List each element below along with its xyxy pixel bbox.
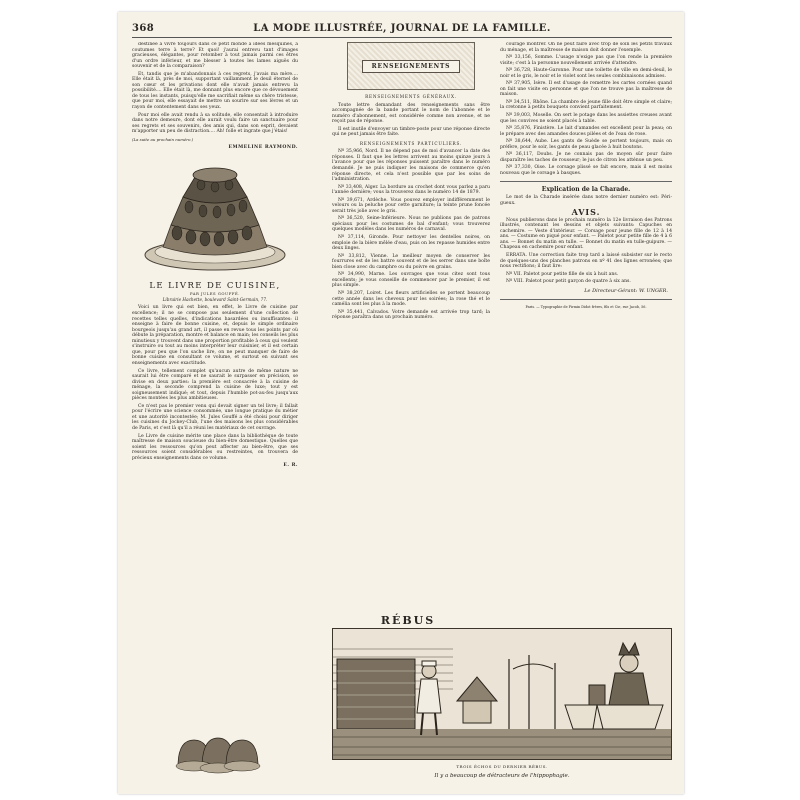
general-note: Il est inutile d'envoyer un timbre-poste pour une réponse directe qui ne peut jamais être faite. <box>332 126 490 138</box>
book-publisher: Librairie Hachette, boulevard Saint-Germain, 77. <box>162 296 268 302</box>
continuation-note: (La suite au prochain numéro.) <box>132 136 194 142</box>
answer-paragraph: Nº 34,511, Rhône. La chambre de jeune fille doit être simple et claire; la cretonne à petits bouquets convient parfaitement. <box>500 99 672 111</box>
story-author: EMMELINE RAYMOND. <box>228 145 298 151</box>
renseignements-banner <box>347 42 475 90</box>
answer-paragraph: Nº 38,207, Loiret. Les fleurs artificielles se portent beaucoup cette année dans les cheveux pour les soirées; la rose thé et le camélia sont les plus à la mode. <box>332 290 490 308</box>
book-author: PAR JULES GOUFFÉ. <box>190 291 240 297</box>
review-paragraph: Voici un livre qui est bien, en effet, le Livre de cuisine par excellence; il ne se compose pas seulement d'une collection de recettes telles quelles, d'indications hasardées ou insuffisantes: il enseigne à faire de bonne cuisine, et, depuis le simple ordinaire bourgeois jusqu'au grand art, il passe en revue tous les points par où débute la préparation, montre et balance en main; les conseils les plus minutieux y trouvent dans une proportion profitable à ceux qui veulent s'instruire ou tout au moins interpréter leur cuisinier, et il est certain que, pour peu que l'on sache lire, on ne peut manquer de faire de bonne cuisine en consultant ce volume, et surtout en suivant ses enseignements avec exactitude. <box>132 305 298 366</box>
general-text: Toute lettre demandant des renseignements sans être accompagnée de la bande portant le nom de l'abonnée et le numéro d'abonnement, est considérée comme non avenue, et ne reçoit pas de réponse. <box>332 102 490 125</box>
answer-paragraph: Nº 35,441, Calvados. Votre demande est arrivée trop tard; la réponse paraîtra dans un prochain numéro. <box>332 309 490 321</box>
review-paragraph: Ce n'est pas le premier venu qui devait signer un tel livre; il fallait pour l'écrire une science consommée, une longue pratique du métier et une autorité incontestée; M. Jules Gouffé a été choisi pour diriger les cuisines du Jockey-Club, l'une des maisons les plus considérables de Paris, et c'est là qu'il a réuni les matériaux de cet ouvrage. <box>132 403 298 431</box>
answer-paragraph: Nº 35,966, Nord. Il ne dépend pas de moi d'avancer la date des réponses. Il faut que les lettres arrivent au moins quinze jours à l'avance pour que les réponses puissent paraître dans le numéro demandé. Je ne puis indiquer les maisons de commerce qu'en réponse directe, et cela n'est possible que par les soins de l'administration. <box>332 149 490 183</box>
errata-text: ERRATA. Une correction faite trop tard a laissé subsister sur le recto de quelques-uns des planches patrons en nº 41 des lignes erronées; que nous rectifions; il faut lire: <box>500 252 672 270</box>
answer-paragraph: Nº 33,156, Somme. L'usage n'exige pas que l'on rende la première visite; c'est à la personne nouvellement arrivée d'attendre. <box>500 55 672 66</box>
story-paragraph: Et, tandis que je m'abandonnais à ces regrets, j'avais ma mère.... Elle était là, près de moi, supportant vaillamment le deuil éternel de son cœur et les privations dont elle n'avait jamais entrevu la possibilité.... Elle était là, me donnant plus encore que ce dévouement de tous les instants, puisqu'elle me sacrifiait même sa chère tristesse, que pour moi, elle essayait de mettre un sourire sur ses lèvres et un rayon de contentement dans ses yeux. <box>132 71 298 111</box>
review-signature: E. R. <box>283 463 298 469</box>
banner-label: RENSEIGNEMENTS <box>362 60 460 73</box>
rebus-drawing <box>333 629 672 760</box>
printer-line: Paris. — Typographie de Firmin Didot frères, fils et Cie, rue Jacob, 56. <box>525 305 647 310</box>
rebus-answer: Il y a beaucoup de détracteurs de l'hippophagie. <box>434 773 570 779</box>
avis-text: Nous publierons dans le prochain numéro la 12e livraison des Patrons illustrés, contenant les dessins et objets suivants: Capuches en cachemire. — Veste d'intérieur. — Corsage pour jeune fille de 12 à 14 ans. — Costume en piqué pour enfant. — Paletot pour petite fille de 4 à 6 ans. — Bonnet du matin en tulle. — Bonnet du matin en tulle-guipure. — Chapeau en cachemire pour enfant. <box>500 217 672 251</box>
general-heading: RENSEIGNEMENTS GÉNÉRAUX. <box>365 94 457 99</box>
answer-paragraph: Nº 36,728, Haute-Garonne. Pour une toilette de ville en demi-deuil, le noir et le gris, le noir et le violet sont les seules combinaisons admises. <box>500 68 672 79</box>
answer-paragraph: Nº 39,671, Ardèche. Vous pouvez employer indifféremment le velours ou la peluche pour cette garniture; la teinte prune foncée serait très jolie avec le gris. <box>332 197 490 214</box>
charade-text: Le mot de la Charade insérée dans notre dernier numéro est: Péri-gueux. <box>500 195 672 206</box>
rebus-title: RÉBUS <box>380 614 436 627</box>
errata-item: Nº VII. Paletot pour petite fille de six à huit ans. <box>506 271 619 277</box>
answer-paragraph: Nº 36,117, Doubs. Je ne connais pas de moyen sûr pour faire disparaître les taches de rousseur; le jus de citron les atténue un peu. <box>500 152 672 163</box>
column-left <box>132 42 298 472</box>
answer-paragraph: Nº 33,408, Alger. La bordure au crochet dont vous parlez a paru l'année dernière; vous la trouverez dans le numéro 14 de 1879. <box>332 184 490 196</box>
page-header <box>132 20 672 38</box>
newspaper-page <box>118 12 684 794</box>
column-middle <box>332 42 490 323</box>
avis-title: AVIS. <box>571 207 601 218</box>
review-paragraph: Ce livre, tellement complet qu'aucun autre de même nature ne saurait lui être comparé et ne saurait le surpasser en précision, se divise en deux parties: la première est consacrée à la cuisine de ménage, la seconde comprend la cuisine de luxe; tout y est soigneusement indiqué; et tout, depuis l'humble pot-au-feu jusqu'aux pièces montées les plus ambitieuses. <box>132 368 298 402</box>
book-title: LE LIVRE DE CUISINE, <box>149 280 281 291</box>
review-paragraph: Le Livre de cuisine mérite une place dans la bibliothèque de toute maîtresse de maison soucieuse du bien-être domestique. Quelles que soient les ressources qu'on peut affecter au bien-être, que ses ressources soient considérables ou restreintes, on trouvera de précieux enseignements dans ce volume. <box>132 433 298 461</box>
page-number: 368 <box>132 23 155 34</box>
journal-title: LA MODE ILLUSTRÉE, JOURNAL DE LA FAMILLE. <box>253 23 551 34</box>
answer-paragraph: Nº 37,114, Gironde. Pour nettoyer les dentelles noires, on emploie de la bière mêlée d'eau, puis on les repasse humides entre deux linges. <box>332 235 490 252</box>
errata-item: Nº VIII. Paletot pour petit garçon de quatre à six ans. <box>506 279 631 285</box>
cake-drawing <box>141 155 289 279</box>
answer-paragraph: Nº 35,876, Finistère. Le lait d'amandes est excellent pour la peau; on le prépare avec des amandes douces pilées et de l'eau de rose. <box>500 126 672 137</box>
answer-paragraph: Nº 39,003, Moselle. On sert le potage dans les assiettes creuses avant que les convives ne soient placés à table. <box>500 113 672 124</box>
answer-paragraph: Nº 36,520, Seine-Inférieure. Nous ne publions pas de patrons spéciaux pour les costumes de bal d'enfant; vous trouverez quelques modèles dans les numéros de carnaval. <box>332 216 490 233</box>
charade-title: Explication de la Charade. <box>541 186 631 194</box>
divider <box>500 299 672 300</box>
answer-paragraph: courage montrer. On ne peut faire avec trop de soin les petits travaux du ménage, et la maîtresse de maison doit donner l'exemple. <box>500 42 672 53</box>
particular-heading: RENSEIGNEMENTS PARTICULIERS. <box>359 140 463 146</box>
column-right <box>500 42 672 311</box>
rebus-illustration <box>332 628 672 760</box>
answer-paragraph: Nº 37,330, Oise. Le corsage plissé se fait encore, mais il est moins nouveau que le corsage à basques. <box>500 165 672 176</box>
molds-illustration <box>172 726 262 778</box>
story-paragraph: Pour moi elle avait rendu à sa solitude, elle consentait à introduire dans notre demeure, dont elle aurait voulu faire un sanctuaire pour ses regrets et ses souvenirs, des amis qui, dans son esprit, devaient m'apporter un peu de distraction.... Ah! folle et ingrate que j'étais! <box>132 112 298 135</box>
answer-paragraph: Nº 38,644, Aube. Les gants de Suède se portent toujours, mais on préfère, pour le soir, les gants de peau glacée à huit boutons. <box>500 139 672 150</box>
answer-paragraph: Nº 33,812, Vienne. Le meilleur moyen de conserver les fourrures est de les battre souvent et de les serrer dans une boîte bien close avec du camphre ou du poivre en grains. <box>332 253 490 270</box>
answer-paragraph: Nº 34,990, Marne. Les ouvrages que vous citez sont tous excellents; je vous conseille de commencer par le premier, il est plus simple. <box>332 272 490 289</box>
divider <box>500 181 672 182</box>
cake-illustration <box>141 155 289 279</box>
director-signature: Le Directeur-Gérant: W. UNGER. <box>584 287 668 294</box>
story-paragraph: destinée à vivre toujours dans ce petit monde à idées mesquines, à coutumes terre à terre? Et quoi! j'aurai entrevu tant d'images gracieuses, élégantes, pour retomber à tout jamais parmi ces êtres d'un ordre inférieur, et me blesser à toutes les lames aiguës du souvenir et de la comparaison? <box>132 42 298 70</box>
rebus-caption: TROIS ÉCHOS DU DERNIER RÉBUS. <box>456 764 548 769</box>
answer-paragraph: Nº 37,905, Isère. Il est d'usage de remettre les cartes cornées quand on fait une visite en personne et que l'on ne trouve pas la maîtresse de maison. <box>500 81 672 98</box>
